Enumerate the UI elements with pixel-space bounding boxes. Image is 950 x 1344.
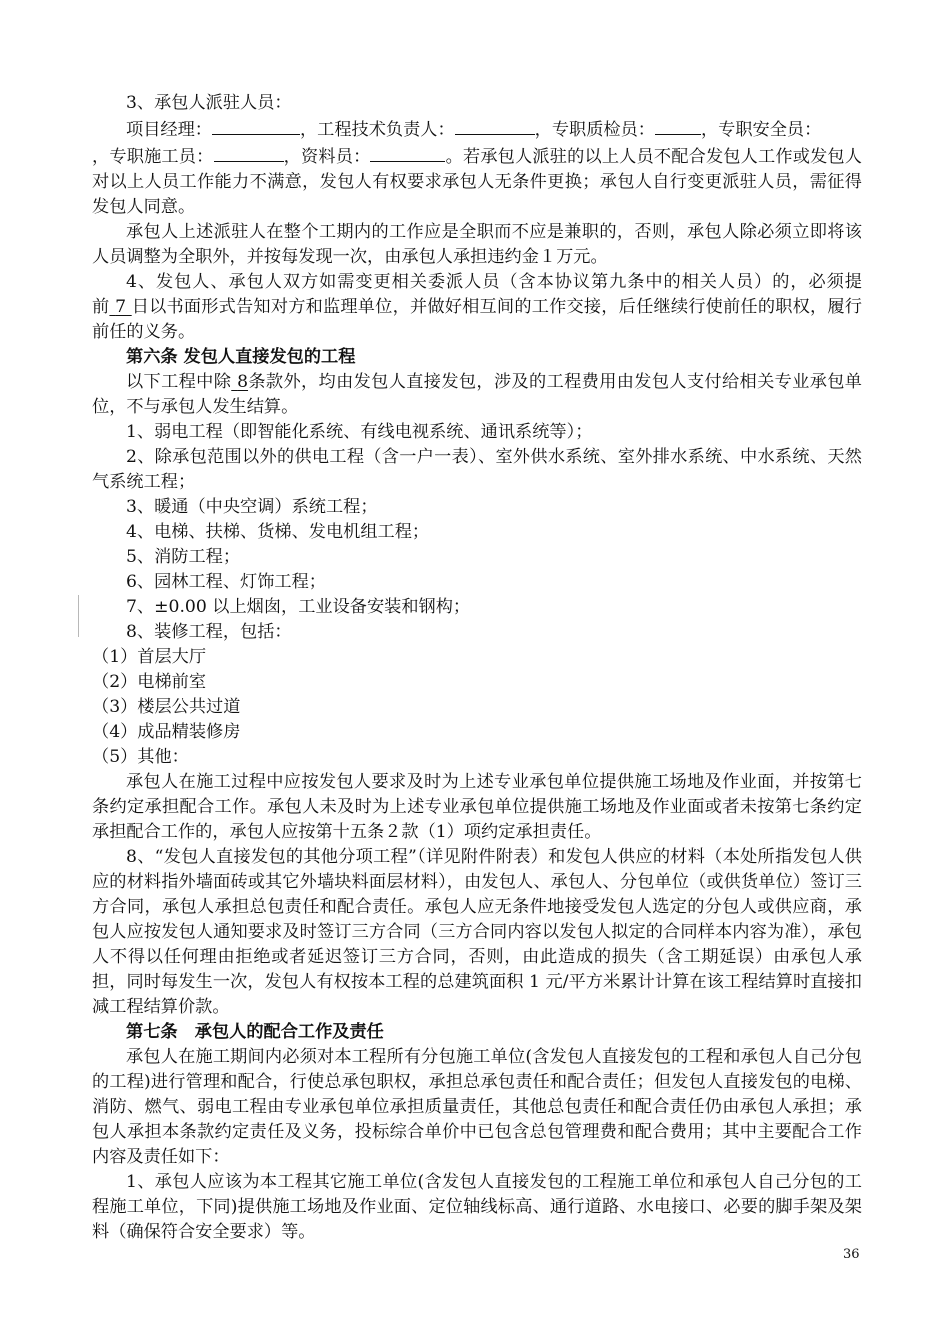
- article-6-cooperation: 承包人在施工过程中应按发包人要求及时为上述专业承包单位提供施工场地及作业面，并按第七条约定承担配合工作。承包人未及时为上述专业承包单位提供施工场地及作业面或者未按第七条约定承担配合工作的，承包人应按第十五条２款（1）项约定承担责任。: [92, 772, 862, 842]
- article-7-heading: 第七条 承包人的配合工作及责任: [126, 1022, 384, 1042]
- clause-5-3-personnel: [92, 116, 862, 143]
- clause-5-3-title: 3、承包人派驻人员：: [126, 93, 292, 113]
- article-6-intro: [92, 370, 862, 420]
- article-6-sub-item: （2）电梯前室: [92, 672, 207, 692]
- article-6-intro-a: 以下工程中除: [126, 372, 232, 392]
- article-6-item: 2、除承包范围以外的供电工程（含一户一表）、室外供水系统、室外排水系统、中水系统、天然气系统工程；: [92, 447, 862, 492]
- blank-quality-inspector: [655, 116, 701, 135]
- article-6-sub-item: （4）成品精装修房: [92, 722, 241, 742]
- article-6-sub-item: （5）其他：: [92, 747, 189, 767]
- label-tech-lead: ，工程技术负责人：: [299, 120, 455, 140]
- article-6-item: 7、±0.00 以上烟囱，工业设备安装和钢构；: [126, 597, 471, 617]
- article-6-item: 3、暖通（中央空调）系统工程；: [126, 497, 378, 517]
- clause-5-4-text-b: 日以书面形式告知对方和监理单位，并做好相互间的工作交接，后任继续行使前任的职权，履行前任的义务。: [92, 297, 862, 342]
- blank-document-clerk: [370, 143, 445, 162]
- article-6-heading: 第六条 发包人直接发包的工程: [126, 347, 356, 367]
- label-document-clerk: ，资料员：: [283, 147, 371, 167]
- clause-5-4: [92, 270, 862, 345]
- clause-5-4-days-value: 7: [115, 297, 127, 317]
- article-6-item: 4、电梯、扶梯、货梯、发电机组工程；: [126, 522, 430, 542]
- clause-5-4-days: [109, 297, 131, 317]
- article-6-sub-item: （3）楼层公共过道: [92, 697, 241, 717]
- article-6-sub-item: （1）首层大厅: [92, 647, 207, 667]
- label-safety-officer: ，专职安全员：: [700, 120, 822, 140]
- label-quality-inspector: ，专职质检员：: [534, 120, 655, 140]
- label-construction-officer: ，专职施工员：: [92, 147, 214, 167]
- article-6-item: 8、装修工程，包括：: [126, 622, 292, 642]
- label-project-manager: 项目经理：: [126, 120, 212, 140]
- clause-5-3-requirement: 。若承包人派驻的以上人员不配合发包人工作或发包人对以上人员工作能力不满意，发包人有权要求承包人无条件更换；承包人自行变更派驻人员，需征得发包人同意。: [92, 147, 862, 217]
- blank-project-manager: [212, 116, 300, 135]
- article-6-item: 1、弱电工程（即智能化系统、有线电视系统、通讯系统等）；: [126, 422, 593, 442]
- blank-construction-officer: [214, 143, 284, 162]
- article-6-clause-8: 8、“发包人直接发包的其他分项工程”（详见附件附表）和发包人供应的材料（本处所指发包人供应的材料指外墙面砖或其它外墙块料面层材料），由发包人、承包人、分包单位（或供货单位）签订三方合同，承包人承担总包责任和配合责任。承包人应无条件地接受发包人选定的分包人或供应商，承包人应按发包人通知要求及时签订三方合同（三方合同内容以发包人拟定的合同样本内容为准），承包人不得以任何理由拒绝或者延迟签订三方合同，否则，由此造成的损失（含工期延误）由承包人承担，同时每发生一次，发包人有权按本工程的总建筑面积 1 元/平方米累计计算在该工程结算时直接扣减工程结算价款。: [92, 847, 862, 1017]
- clause-5-3-fulltime: 承包人上述派驻人在整个工期内的工作应是全职而不应是兼职的，否则，承包人除必须立即将该人员调整为全职外，并按每发现一次，由承包人承担违约金１万元。: [92, 222, 862, 267]
- article-7-paragraph-2: 1、承包人应该为本工程其它施工单位(含发包人直接发包的工程施工单位和承包人自己分包的工程施工单位，下同)提供施工场地及作业面、定位轴线标高、通行道路、水电接口、必要的脚手架及架料（确保符合安全要求）等。: [92, 1172, 862, 1242]
- article-6-intro-number-value: 8: [237, 372, 249, 392]
- margin-mark: [78, 595, 79, 637]
- article-6-item: 5、消防工程；: [126, 547, 241, 567]
- page-number: 36: [843, 1247, 860, 1262]
- article-6-item: 6、园林工程、灯饰工程；: [126, 572, 326, 592]
- article-7-paragraph-1: 承包人在施工期间内必须对本工程所有分包施工单位(含发包人直接发包的工程和承包人自己分包的工程)进行管理和配合，行使总承包职权，承担总承包责任和配合责任；但发包人直接发包的电梯、消防、燃气、弱电工程由专业承包单位承担质量责任，其他总包责任和配合责任仍由承包人承担；承包人承担本条款约定责任及义务，投标综合单价中已包含总包管理费和配合费用；其中主要配合工作内容及责任如下：: [92, 1047, 862, 1167]
- document-body: [92, 91, 862, 1245]
- clause-5-3-personnel-cont: [92, 143, 862, 220]
- article-6-intro-b: 条款外，均由发包人直接发包，涉及的工程费用由发包人支付给相关专业承包单位，不与承包人发生结算。: [92, 372, 862, 417]
- article-6-intro-number: [231, 372, 248, 392]
- blank-tech-lead: [455, 116, 535, 135]
- clause-5-4-text-a: 4、发包人、承包人双方如需变更相关委派人员（含本协议第九条中的相关人员）的，必须提前: [92, 272, 862, 317]
